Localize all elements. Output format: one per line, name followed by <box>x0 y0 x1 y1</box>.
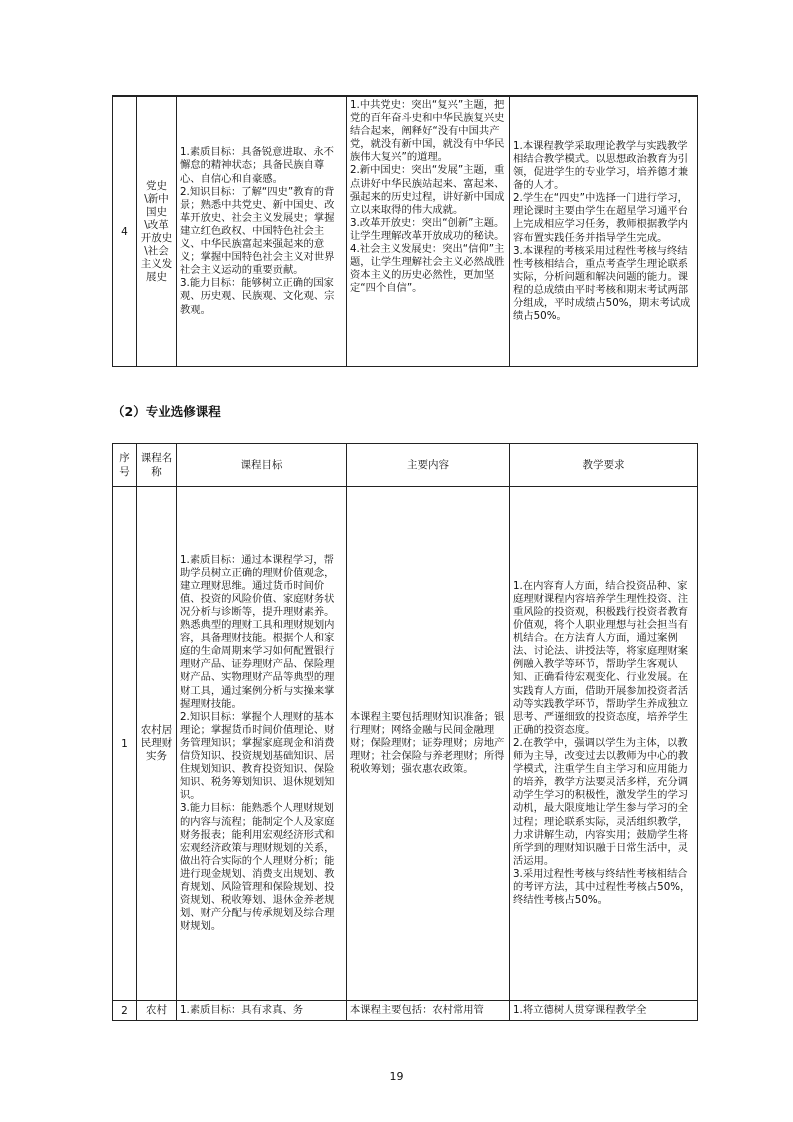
header-goals: 课程目标 <box>177 444 347 487</box>
section-title: （2）专业选修课程 <box>112 404 221 419</box>
table-row <box>113 97 698 367</box>
teaching-requirements: 1.本课程教学采取理论教学与实践教学相结合教学模式。以思想政治教育为引领，促进学生的专业学习，培养德才兼备的人才。 2.学生在“四史”中选择一门进行学习，理论课时主要由学生在超星学习通平台上完成相应学习任务，教师根据教学内容布置实践任务并指导学生完成。 3.本课程的考核采用过程性考核与终结性考核相结合，重点考查学生理论联系实际，分析问题和解决问题的能力。课程的总成绩由平时考核和期末考试两部分组成，平时成绩占50%，期末考试成绩占50%。 <box>510 97 698 367</box>
table-row <box>113 1001 698 1021</box>
course-name: 农村居民理财实务 <box>137 487 177 1001</box>
row-index: 4 <box>113 97 137 367</box>
elective-course-table <box>112 443 698 1021</box>
course-goals: 1.素质目标：具备锐意进取、永不懈怠的精神状态；具备民族自尊心、自信心和自豪感。 2.知识目标：了解“四史”教育的背景；熟悉中共党史、新中国史、改革开放史、社会主义发展史；掌握建立红色政权、中国特色社会主义、中华民族富起来强起来的意义；掌握中国特色社会主义对世界社会主义运动的重要贡献。 3.能力目标：能够树立正确的国家观、历史观、民族观、文化观、宗教观。 <box>177 97 347 367</box>
header-name: 课程名称 <box>137 444 177 487</box>
course-name: 农村 <box>137 1001 177 1021</box>
course-name: 党史\新中国史\改革开放史\社会主义发展史 <box>137 97 177 367</box>
course-content: 本课程主要包括：农村常用管 <box>347 1001 510 1021</box>
teaching-requirements: 1.将立德树人贯穿课程教学全 <box>510 1001 698 1021</box>
header-index: 序号 <box>113 444 137 487</box>
page-number: 19 <box>389 1070 404 1083</box>
header-requirements: 教学要求 <box>510 444 698 487</box>
row-index: 1 <box>113 487 137 1001</box>
row-index: 2 <box>113 1001 137 1021</box>
header-content: 主要内容 <box>347 444 510 487</box>
table-header-row <box>113 444 698 487</box>
table-row <box>113 487 698 1001</box>
course-goals: 1.素质目标：具有求真、务 <box>177 1001 347 1021</box>
course-content: 本课程主要包括理财知识准备；银行理财；网络金融与民间金融理财；保险理财；证券理财；房地产理财；社会保险与养老理财；所得税收筹划；强农惠农政策。 <box>347 487 510 1001</box>
teaching-requirements: 1.在内容育人方面，结合投资品种、家庭理财课程内容培养学生理性投资、注重风险的投资观，积极践行投资者教育价值观，将个人职业理想与社会担当有机结合。在方法育人方面，通过案例法、讨论法、讲授法等，将家庭理财案例融入教学等环节，帮助学生客观认知、正确看待宏观变化、行业发展。在实践育人方面，借助开展参加投资者活动等实践教学环节，帮助学生养成独立思考、严谨细致的投资态度，培养学生正确的投资态度。 2.在教学中，强调以学生为主体，以教师为主导，改变过去以教师为中心的教学模式，注重学生自主学习和应用能力的培养，教学方法要灵活多样，充分调动学生学习的积极性，激发学生的学习动机，最大限度地让学生参与学习的全过程；理论联系实际，灵活组织教学，力求讲解生动，内容实用；鼓励学生将所学到的理财知识融于日常生活中，灵活运用。 3.采用过程性考核与终结性考核相结合的考评方法，其中过程性考核占50%，终结性考核占50%。 <box>510 487 698 1001</box>
course-content: 1.中共党史：突出“复兴”主题，把党的百年奋斗史和中华民族复兴史结合起来，阐释好“没有中国共产党，就没有新中国，就没有中华民族伟大复兴”的道理。 2.新中国史：突出“发展”主题，重点讲好中华民族站起来、富起来、强起来的历史过程，讲好新中国成立以来取得的伟大成就。 3.改革开放史：突出“创新”主题。让学生理解改革开放成功的秘诀。 4.社会主义发展史：突出“信仰”主题，让学生理解社会主义必然战胜资本主义的历史必然性，更加坚定“四个自信”。 <box>347 97 510 367</box>
public-course-table-continued <box>112 95 698 367</box>
course-goals: 1.素质目标：通过本课程学习，帮助学员树立正确的理财价值观念，建立理财思维。通过货币时间价值、投资的风险价值、家庭财务状况分析与诊断等，提升理财素养。熟悉典型的理财工具和理财规划内容，具备理财技能。根据个人和家庭的生命周期来学习如何配置银行理财产品、证券理财产品、保险理财产品、实物理财产品等典型的理财工具，通过案例分析与实操来掌握理财技能。 2.知识目标：掌握个人理财的基本理论；掌握货币时间价值理论、财务管理知识；掌握家庭现金和消费信贷知识、投资规划基础知识、居住规划知识、教育投资知识、保险知识、税务筹划知识、退休规划知识。 3.能力目标：能熟悉个人理财规划的内容与流程；能制定个人及家庭财务报表；能利用宏观经济形式和宏观经济政策与理财规划的关系，做出符合实际的个人理财分析；能进行现金规划、消费支出规划、教育规划、风险管理和保险规划、投资规划、税收筹划、退休金养老规划、财产分配与传承规划及综合理财规划。 <box>177 487 347 1001</box>
